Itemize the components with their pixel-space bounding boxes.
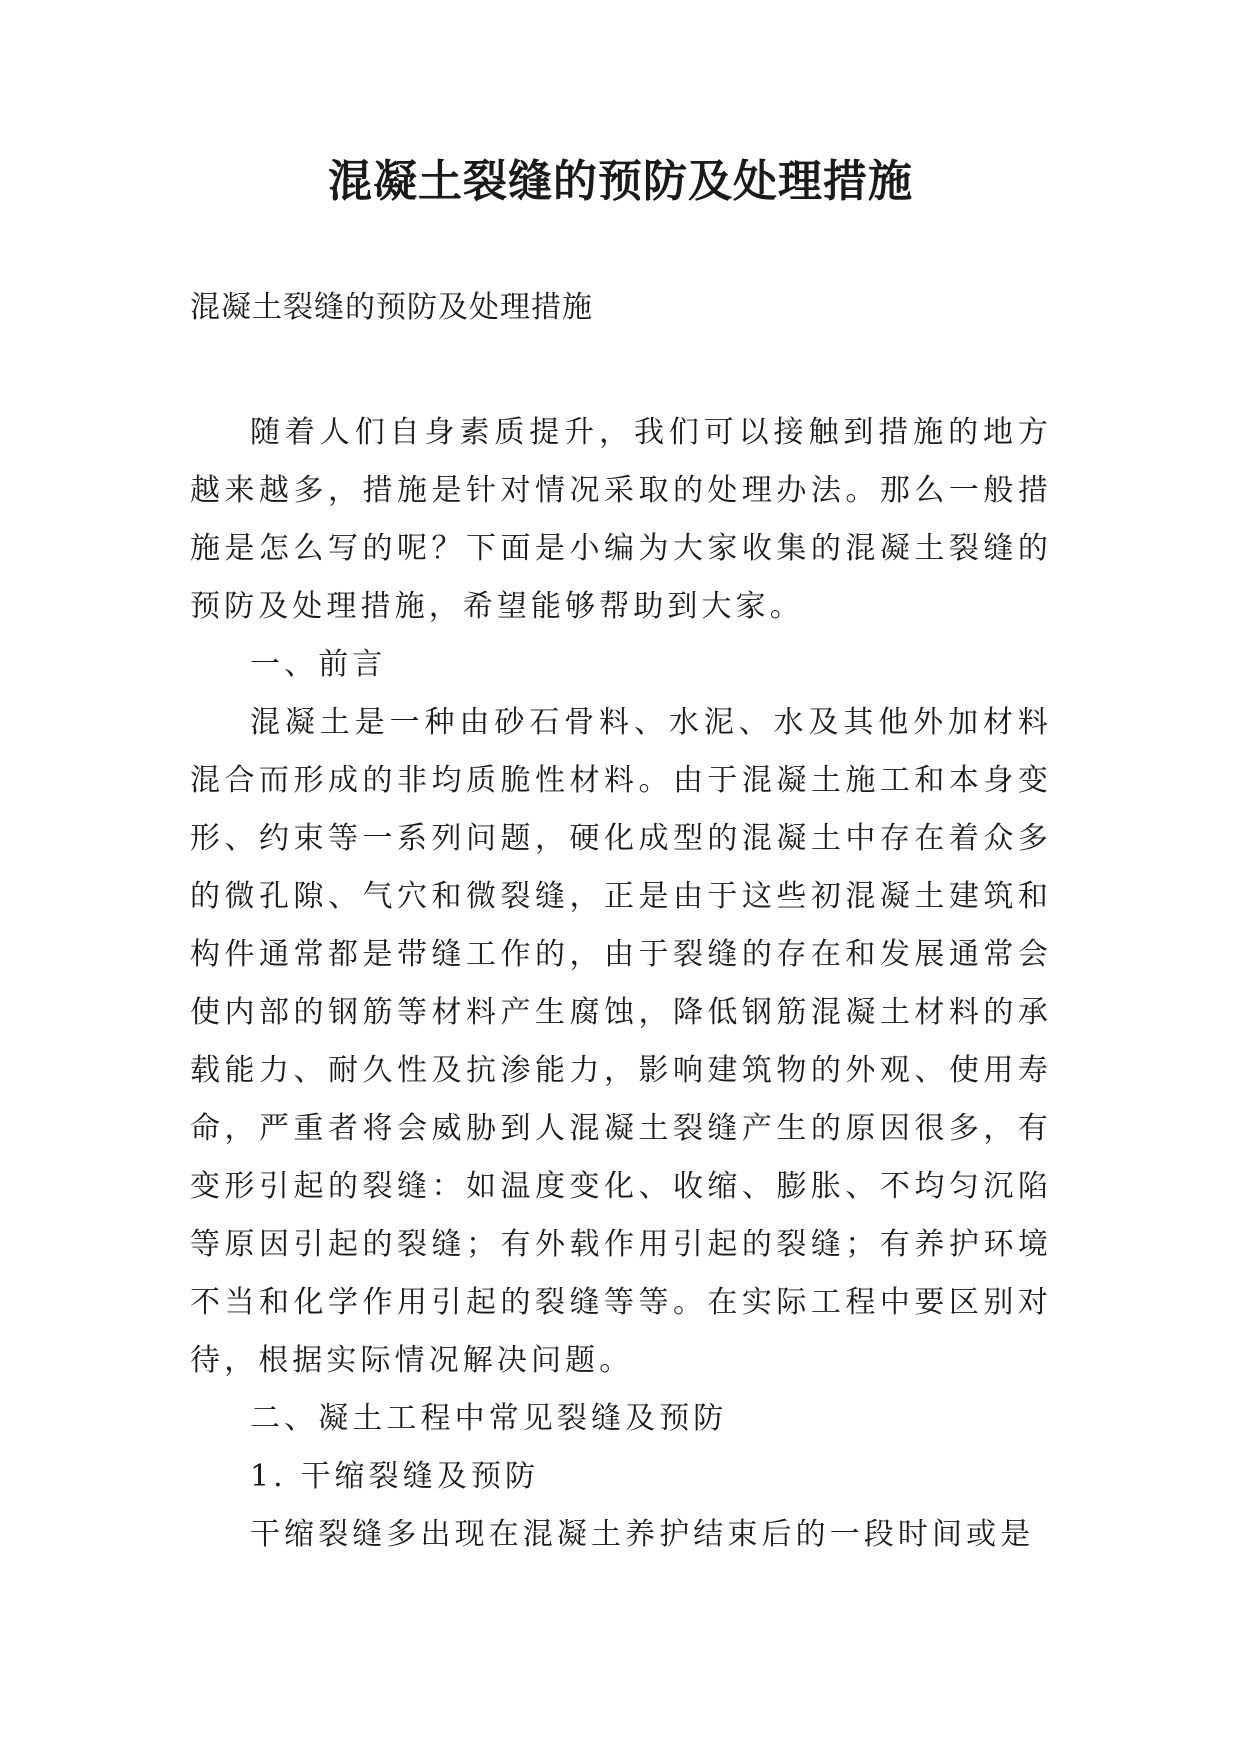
paragraph-shrinkage: 干缩裂缝多出现在混凝土养护结束后的一段时间或是 [250, 1517, 1035, 1552]
document-title: 混凝土裂缝的预防及处理措施 [328, 156, 913, 207]
section-heading-preface: 一、前言 [250, 647, 387, 682]
subsection-heading-shrinkage: 1. 干缩裂缝及预防 [250, 1459, 540, 1494]
section-heading-common-cracks: 二、凝土工程中常见裂缝及预防 [250, 1401, 728, 1436]
paragraph-preface: 混凝土是一种由砂石骨料、水泥、水及其他外加材料混合而形成的非均质脆性材料。由于混凝土施工和本身变形、约束等一系列问题，硬化成型的混凝土中存在着众多的微孔隙、气穴和微裂缝，正是由于这些初混凝土建筑和构件通常都是带缝工作的，由于裂缝的存在和发展通常会使内部的钢筋等材料产生腐蚀，降低钢筋混凝土材料的承载能力、耐久性及抗渗能力，影响建筑物的外观、使用寿命，严重者将会威胁到人混凝土裂缝产生的原因很多，有变形引起的裂缝：如温度变化、收缩、膨胀、不均匀沉陷等原因引起的裂缝；有外载作用引起的裂缝；有养护环境不当和化学作用引起的裂缝等等。在实际工程中要区别对待，根据实际情况解决问题。 [190, 705, 1052, 1378]
document-body [190, 404, 1052, 1564]
document-subtitle: 混凝土裂缝的预防及处理措施 [190, 290, 593, 325]
paragraph-intro: 随着人们自身素质提升，我们可以接触到措施的地方越来越多，措施是针对情况采取的处理办法。那么一般措施是怎么写的呢？下面是小编为大家收集的混凝土裂缝的预防及处理措施，希望能够帮助到大家。 [190, 415, 1052, 624]
